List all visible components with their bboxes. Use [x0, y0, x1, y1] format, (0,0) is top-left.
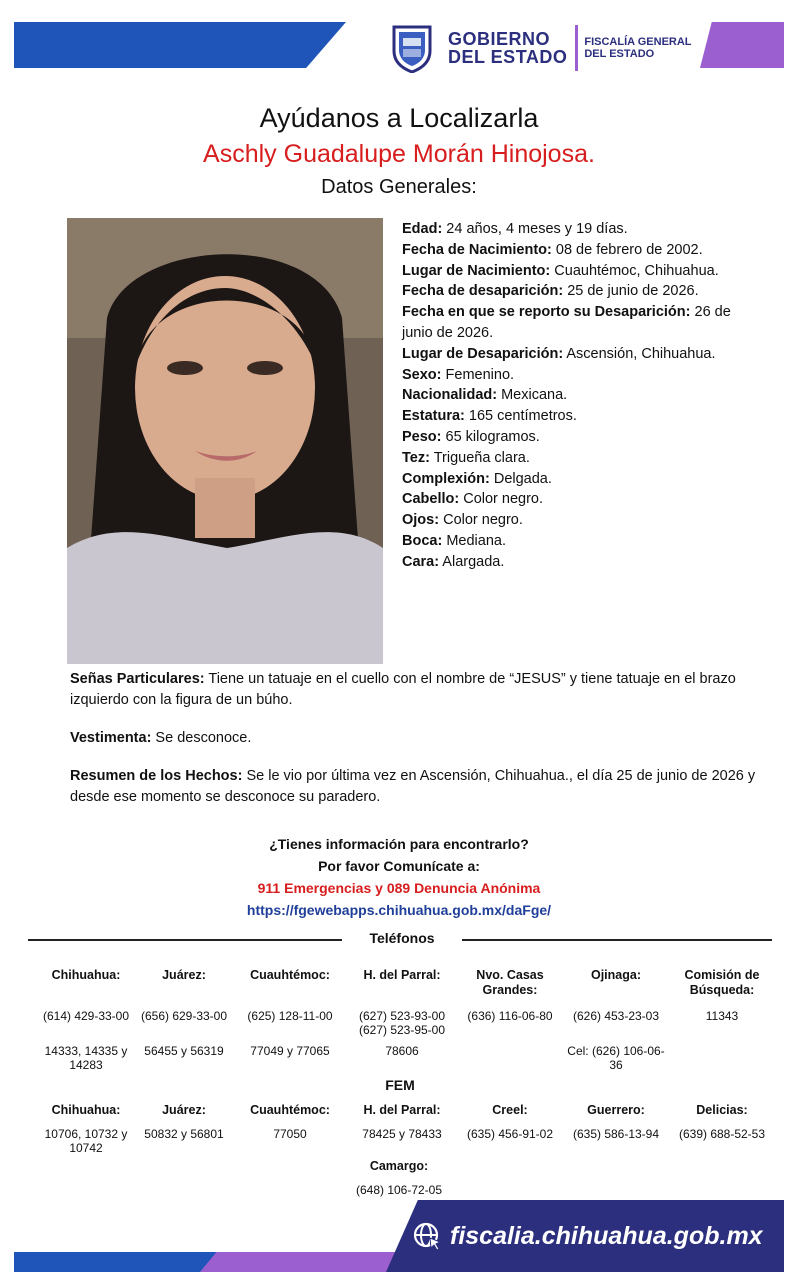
emergency-numbers: 911 Emergencias y 089 Denuncia Anónima — [257, 880, 541, 896]
phone-office-label: Comisión de Búsqueda: — [684, 968, 760, 997]
phone-number: (656) 629-33-00 — [140, 1009, 228, 1023]
phones-title: Teléfonos — [369, 930, 435, 946]
government-name: GOBIERNO DEL ESTADO — [448, 29, 568, 67]
phone-office-label: Nvo. Casas Grandes: — [476, 968, 544, 997]
senas-particulares: Señas Particulares: Tiene un tatuaje en el cuello con el nombre de “JESUS” y tiene tatuaje en el brazo izquierdo con la figura de un búho. — [70, 671, 736, 708]
fem-extension: 78425 y 78433 — [362, 1127, 442, 1141]
phone-office-label: Ojinaga: — [590, 968, 641, 982]
fem-extension: 10706, 10732 y 10742 — [44, 1127, 128, 1155]
phone-extension: 14333, 14335 y 14283 — [44, 1044, 128, 1072]
general-data-list — [402, 219, 732, 573]
fem-extension: (635) 456-91-02 — [466, 1127, 554, 1141]
fem-office-label: Creel: — [492, 1103, 528, 1117]
fem-office-label: Cuauhtémoc: — [250, 1103, 330, 1117]
phone-office-label: Chihuahua: — [51, 968, 121, 982]
footer-band-purple — [200, 1252, 406, 1272]
detail-item: Boca: Mediana. — [402, 532, 506, 549]
fem-office-label: Juárez: — [162, 1103, 206, 1117]
government-logo — [390, 22, 692, 74]
fem-office-label: Delicias: — [696, 1103, 748, 1117]
fem-office-label: Guerrero: — [587, 1103, 645, 1117]
camargo-phone: (648) 106-72-05 — [355, 1183, 443, 1197]
logo-divider — [575, 25, 578, 71]
person-photo — [67, 218, 383, 664]
phone-office-label: Juárez: — [162, 968, 206, 982]
camargo-label: Camargo: — [369, 1159, 429, 1173]
detail-item: Nacionalidad: Mexicana. — [402, 387, 568, 404]
divider-left — [28, 939, 342, 941]
detail-item: Lugar de Nacimiento: Cuauhtémoc, Chihuahua. — [402, 262, 719, 279]
detail-item: Complexión: Delgada. — [402, 470, 552, 487]
globe-cursor-icon — [412, 1221, 442, 1251]
phone-extension: Cel: (626) 106-06-36 — [567, 1044, 665, 1072]
fem-title: FEM — [385, 1077, 415, 1093]
detail-item: Edad: 24 años, 4 meses y 19 días. — [402, 221, 628, 237]
phone-number: (625) 128-11-00 — [247, 1009, 333, 1023]
contact-url-link[interactable]: https://fgewebapps.chihuahua.gob.mx/daFge/ — [246, 902, 552, 918]
detail-item: Ojos: Color negro. — [402, 512, 523, 529]
page-title: Ayúdanos a Localizarla — [259, 103, 539, 133]
vestimenta: Vestimenta: Se desconoce. — [70, 730, 252, 746]
phone-office-label: Cuauhtémoc: — [250, 968, 330, 982]
footer-site-link[interactable] — [412, 1216, 782, 1256]
divider-right — [462, 939, 772, 941]
person-name: Aschly Guadalupe Morán Hinojosa. — [203, 140, 595, 168]
footer-site: fiscalia.chihuahua.gob.mx — [450, 1221, 763, 1250]
header-band-purple — [700, 22, 784, 68]
state-shield-icon — [390, 23, 434, 73]
detail-item: Fecha de desaparición: 25 de junio de 2026. — [402, 283, 699, 300]
phone-number: (636) 116-06-80 — [467, 1009, 553, 1023]
section-title: Datos Generales: — [321, 176, 477, 198]
phone-number: 11343 — [705, 1009, 739, 1023]
phone-number: (627) 523-93-00 (627) 523-95-00 — [358, 1009, 446, 1037]
fem-extension: (635) 586-13-94 — [572, 1127, 660, 1141]
detail-item: Cara: Alargada. — [402, 553, 505, 570]
portrait-image — [67, 218, 383, 664]
fem-office-label: Chihuahua: — [51, 1103, 121, 1117]
detail-item: Tez: Trigueña clara. — [402, 449, 530, 466]
resumen-hechos: Resumen de los Hechos: Se le vio por última vez en Ascensión, Chihuahua., el día 25 de junio de 2026 y desde ese momento se desconoce su paradero. — [70, 768, 756, 805]
phone-number: (614) 429-33-00 — [42, 1009, 130, 1023]
detail-item: Sexo: Femenino. — [402, 366, 515, 383]
phone-extension: 77049 y 77065 — [250, 1044, 330, 1058]
detail-item: Fecha de Nacimiento: 08 de febrero de 2002. — [402, 241, 703, 258]
phone-office-label: H. del Parral: — [363, 968, 441, 982]
detail-item: Peso: 65 kilogramos. — [402, 428, 540, 445]
detail-item: Lugar de Desaparición: Ascensión, Chihuahua. — [402, 345, 716, 362]
fem-extension: (639) 688-52-53 — [678, 1127, 766, 1141]
phone-extension: 56455 y 56319 — [144, 1044, 224, 1058]
header-band-blue — [14, 22, 346, 68]
phone-extension: 78606 — [385, 1044, 419, 1058]
fem-office-label: H. del Parral: — [363, 1103, 441, 1117]
phone-number: (626) 453-23-03 — [572, 1009, 660, 1023]
contact-question: ¿Tienes información para encontrarlo? — [269, 836, 529, 852]
fem-extension: 50832 y 56801 — [144, 1127, 224, 1141]
detail-item: Cabello: Color negro. — [402, 491, 544, 508]
contact-call: Por favor Comunícate a: — [318, 858, 480, 874]
fiscalia-name: FISCALÍA GENERAL DEL ESTADO — [584, 36, 692, 60]
fem-extension: 77050 — [273, 1127, 307, 1141]
detail-item: Estatura: 165 centímetros. — [402, 408, 577, 425]
detail-item: Fecha en que se reporto su Desaparición: 26 de junio de 2026. — [402, 304, 731, 341]
